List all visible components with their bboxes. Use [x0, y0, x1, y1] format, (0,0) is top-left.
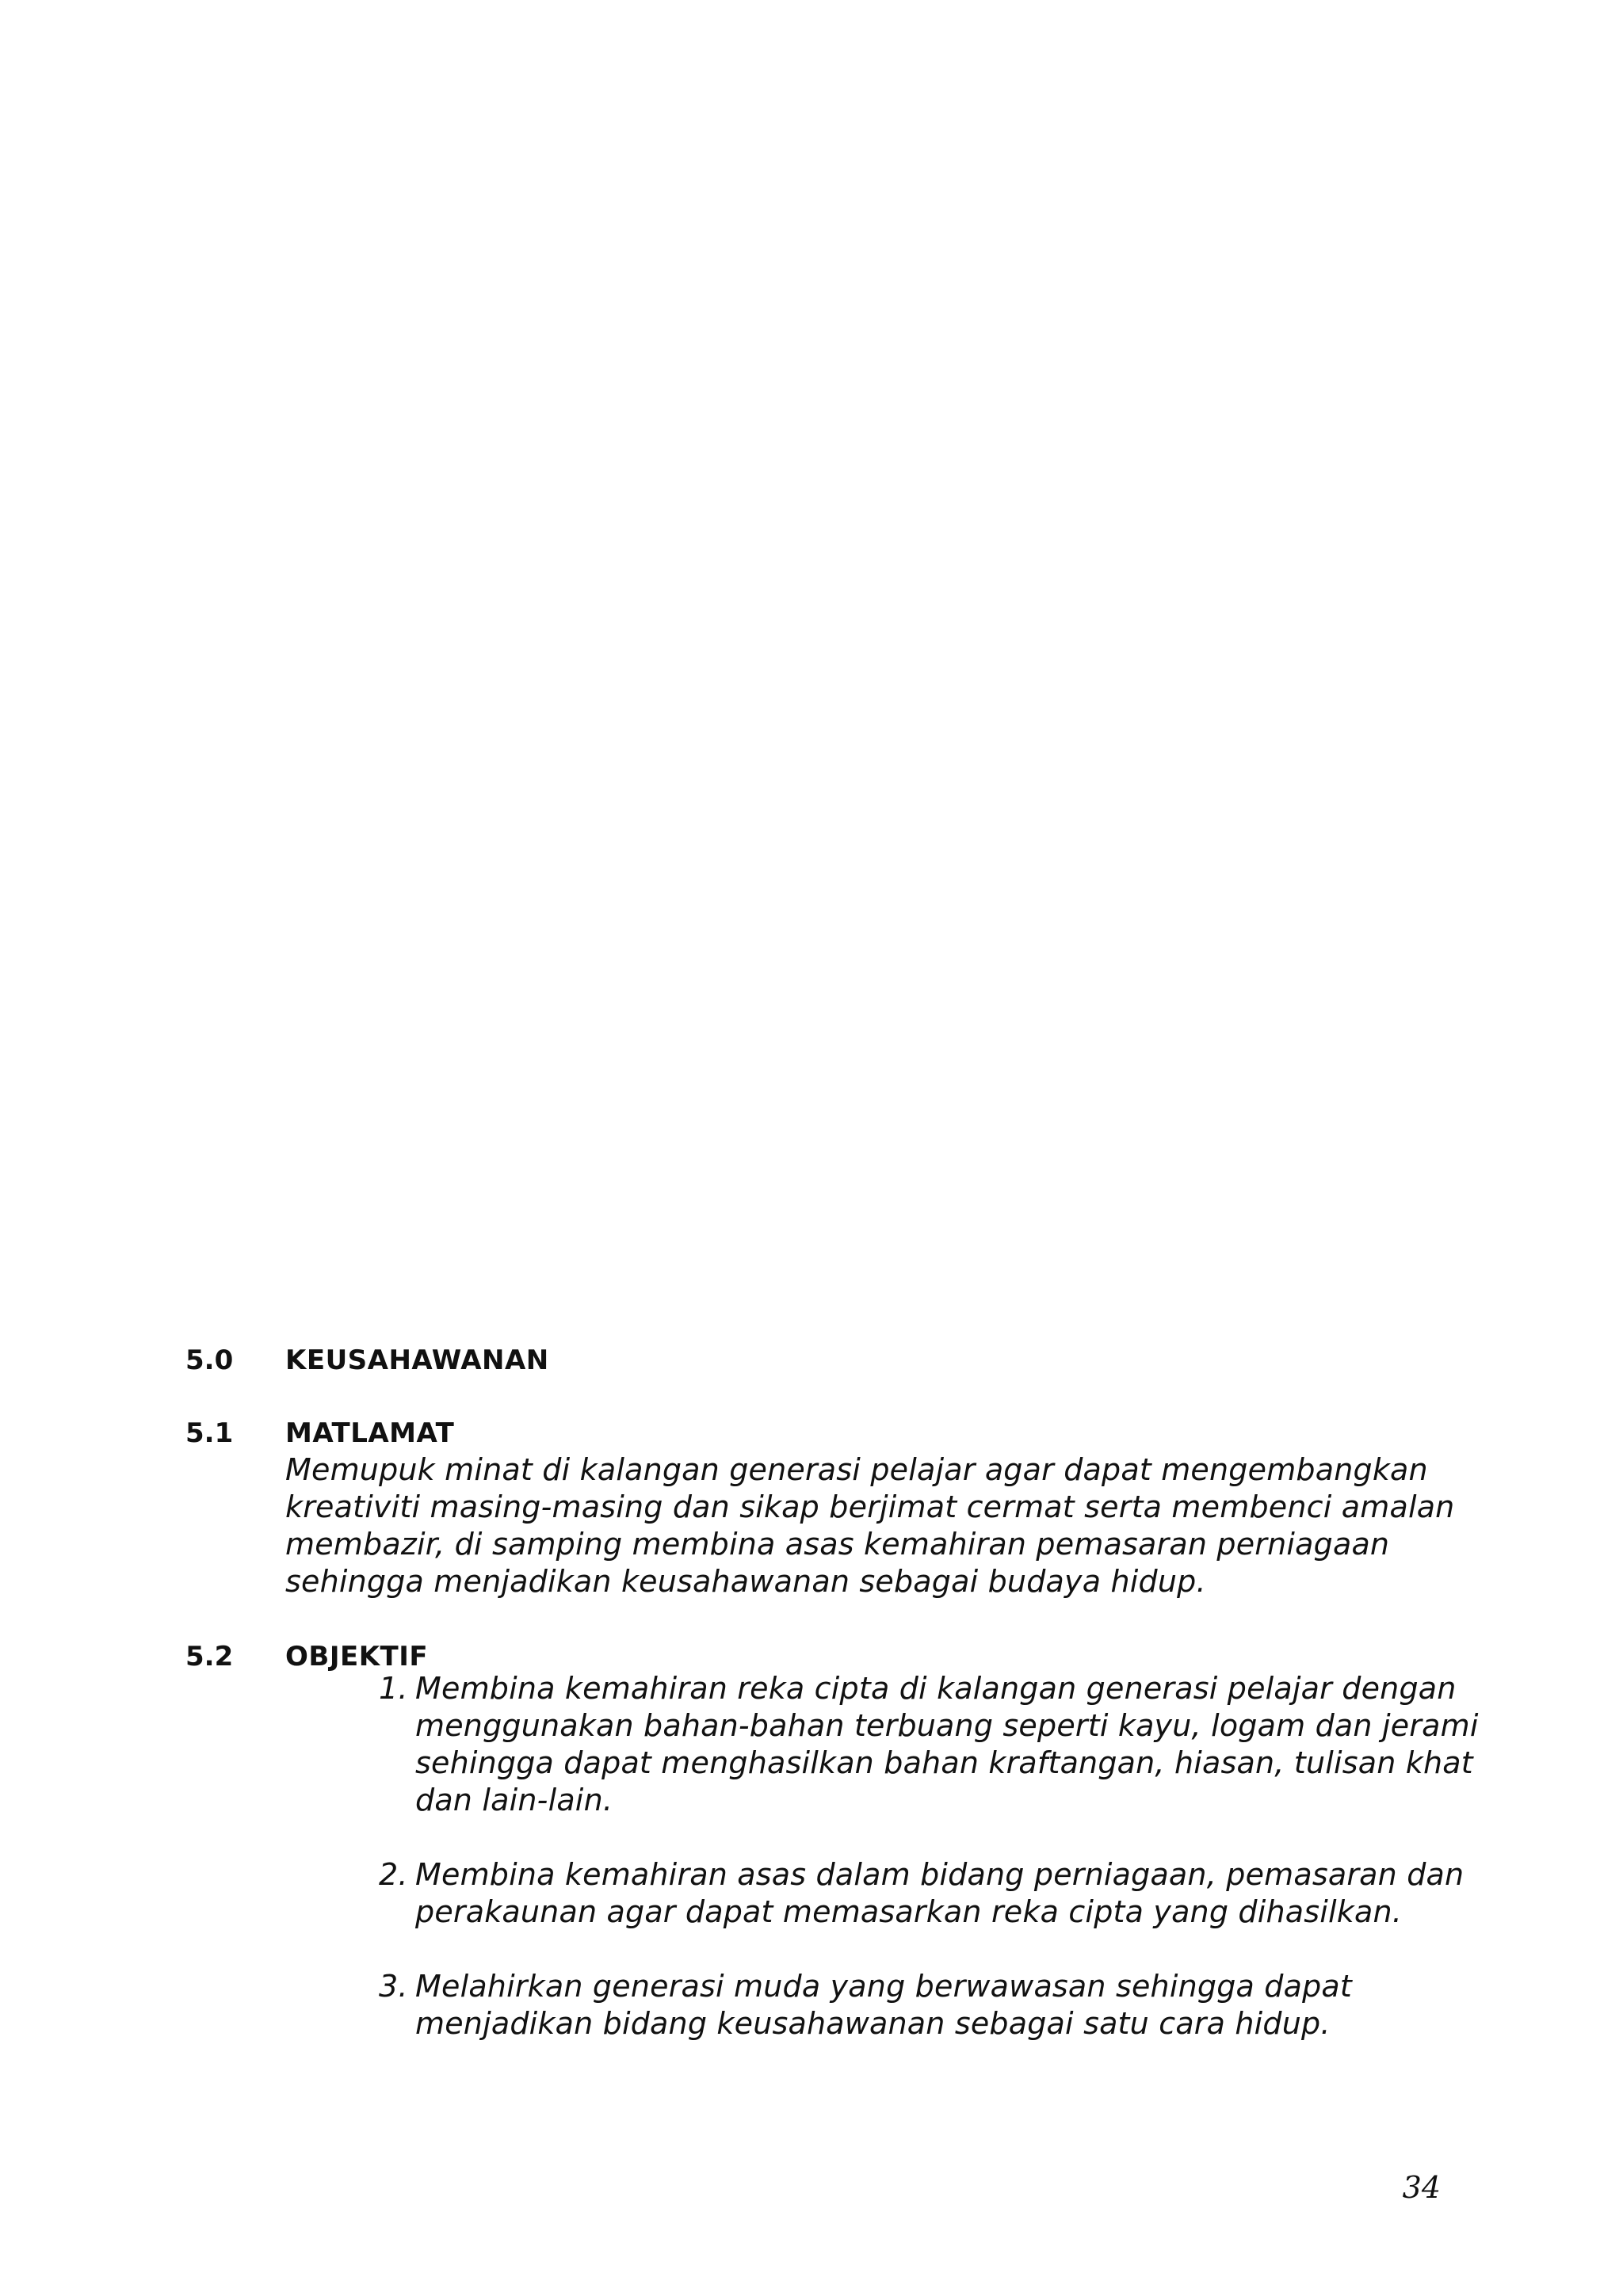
section-heading	[185, 1342, 1533, 1379]
list-item-number: 1.	[379, 1671, 408, 1706]
list-item-text: Membina kemahiran reka cipta di kalangan generasi pelajar dengan menggunakan bahan-bahan terbuang seperti kayu, logam dan jerami sehingga dapat menghasilkan bahan kraftangan, hiasan, tulisan khat dan lain-lain.	[415, 1671, 1479, 1817]
list-item-number: 3.	[379, 1969, 408, 2004]
section-title: MATLAMAT	[285, 1417, 455, 1449]
section-title: KEUSAHAWANAN	[285, 1344, 549, 1376]
objective-list	[379, 1670, 1536, 2080]
list-item-number: 2.	[379, 1857, 408, 1892]
matlamat-paragraph: Memupuk minat di kalangan generasi pelajar agar dapat mengembangkan kreativiti masing-masing dan sikap berjimat cermat serta membenci amalan membazir, di samping membina asas kemahiran pemasaran perniagaan sehingga menjadikan keusahawanan sebagai budaya hidup.	[285, 1452, 1455, 1599]
section-5-0	[185, 1342, 1533, 1379]
section-heading	[185, 1415, 1533, 1451]
list-item-text: Membina kemahiran asas dalam bidang perniagaan, pemasaran dan perakaunan agar dapat memasarkan reka cipta yang dihasilkan.	[415, 1857, 1465, 1929]
page-number: 34	[1402, 2170, 1441, 2205]
list-item	[379, 1856, 1536, 1931]
section-5-1	[185, 1415, 1533, 1600]
section-number: 5.1	[185, 1417, 234, 1449]
list-item-text: Melahirkan generasi muda yang berwawasan sehingga dapat menjadikan bidang keusahawanan sebagai satu cara hidup.	[415, 1969, 1353, 2041]
section-title: OBJEKTIF	[285, 1641, 429, 1672]
section-number: 5.0	[185, 1344, 234, 1376]
list-item	[379, 1968, 1536, 2042]
list-item	[379, 1670, 1536, 1819]
section-number: 5.2	[185, 1641, 234, 1672]
